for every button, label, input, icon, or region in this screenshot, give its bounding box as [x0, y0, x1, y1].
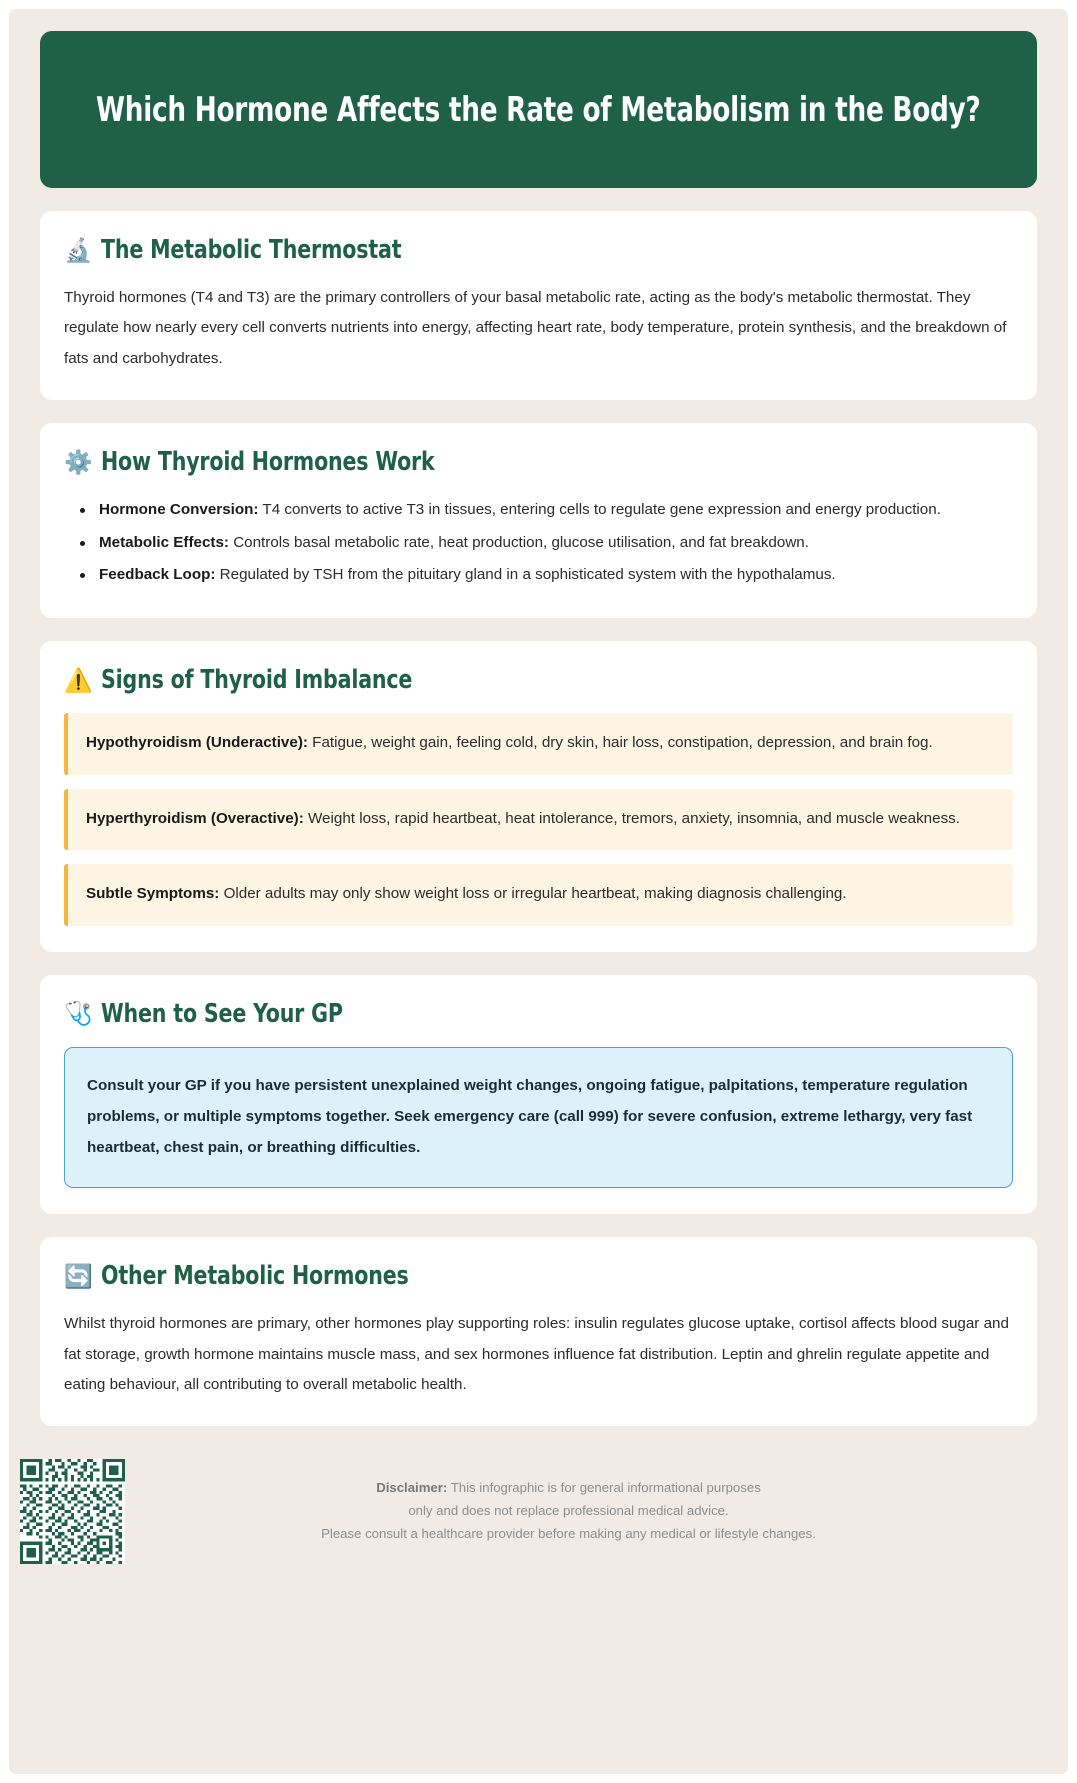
section-header: [64, 1261, 1013, 1291]
section-body: Whilst thyroid hormones are primary, other hormones play supporting roles: insulin regulates glucose uptake, cortisol affects blood sugar and fat storage, growth hormone maintains muscle mass, and sex hormones influence fat distribution. Leptin and ghrelin regulate appetite and eating behaviour, all contributing to overall metabolic health.: [64, 1315, 1009, 1393]
alert-label: Hypothyroidism (Underactive):: [86, 734, 308, 752]
list-item-label: Metabolic Effects:: [99, 533, 229, 551]
alert-label: Hyperthyroidism (Overactive):: [86, 809, 304, 827]
list-item-label: Feedback Loop:: [99, 566, 216, 584]
disclaimer-line-2: only and does not replace professional medical advice.: [408, 1503, 729, 1519]
list-item-text: Controls basal metabolic rate, heat production, glucose utilisation, and fat breakdown.: [228, 533, 809, 551]
section-header: [64, 999, 1013, 1029]
refresh-icon: 🔄: [64, 1262, 93, 1289]
alert-label: Subtle Symptoms:: [86, 885, 220, 903]
list-item: [70, 560, 1013, 590]
section-header: [64, 447, 1013, 477]
header-banner: [40, 31, 1037, 188]
alert-hypothyroidism: [64, 713, 1013, 774]
gp-advice-callout: Consult your GP if you have persistent unexplained weight changes, ongoing fatigue, palpitations, temperature regulation problems, or multiple symptoms together. Seek emergency care (call 999) for severe confusion, extreme lethargy, very fast heartbeat, chest pain, or breathing difficulties.: [64, 1047, 1013, 1188]
list-item: [70, 495, 1013, 525]
qr-code: [20, 1459, 125, 1564]
section-title: When to See Your GP: [101, 998, 343, 1029]
section-header: [64, 235, 1013, 265]
alert-text: Weight loss, rapid heartbeat, heat intolerance, tremors, anxiety, insomnia, and muscle weakness.: [303, 809, 960, 827]
section-metabolic-thermostat: [40, 211, 1037, 400]
list-item-text: T4 converts to active T3 in tissues, entering cells to regulate gene expression and energy production.: [258, 501, 941, 519]
bullet-list: [64, 495, 1013, 590]
section-title: Signs of Thyroid Imbalance: [101, 665, 413, 696]
section-signs-of-thyroid-imbalance: [40, 641, 1037, 951]
alert-subtle-symptoms: [64, 864, 1013, 925]
disclaimer-line-3: Please consult a healthcare provider before making any medical or lifestyle changes.: [321, 1525, 816, 1541]
section-other-metabolic-hormones: [40, 1237, 1037, 1426]
section-header: [64, 665, 1013, 695]
section-how-thyroid-hormones-work: [40, 423, 1037, 618]
section-body: Thyroid hormones (T4 and T3) are the primary controllers of your basal metabolic rate, acting as the body's metabolic thermostat. They regulate how nearly every cell converts nutrients into energy, affecting heart rate, body temperature, protein synthesis, and the breakdown of fats and carbohydrates.: [64, 289, 1007, 367]
microscope-icon: 🔬: [64, 236, 93, 263]
list-item-label: Hormone Conversion:: [99, 501, 259, 519]
page-title: Which Hormone Affects the Rate of Metabolism in the Body?: [96, 89, 981, 130]
gear-icon: ⚙️: [64, 448, 93, 475]
section-title: How Thyroid Hormones Work: [101, 447, 435, 478]
list-item-text: Regulated by TSH from the pituitary gland in a sophisticated system with the hypothalamus.: [215, 566, 836, 584]
alert-hyperthyroidism: [64, 789, 1013, 850]
disclaimer-label: Disclaimer:: [376, 1480, 448, 1496]
alert-text: Fatigue, weight gain, feeling cold, dry skin, hair loss, constipation, depression, and brain fog.: [307, 734, 933, 752]
footer: [40, 1449, 1037, 1577]
alert-text: Older adults may only show weight loss or irregular heartbeat, making diagnosis challenging.: [219, 885, 847, 903]
disclaimer-text: [40, 1457, 1037, 1545]
warning-icon: ⚠️: [64, 666, 93, 693]
disclaimer-line-1: This infographic is for general informational purposes: [447, 1480, 761, 1496]
list-item: [70, 528, 1013, 558]
section-title: The Metabolic Thermostat: [101, 235, 402, 265]
section-when-to-see-your-gp: [40, 975, 1037, 1214]
section-title: Other Metabolic Hormones: [101, 1261, 409, 1292]
stethoscope-icon: 🩺: [64, 1000, 93, 1027]
